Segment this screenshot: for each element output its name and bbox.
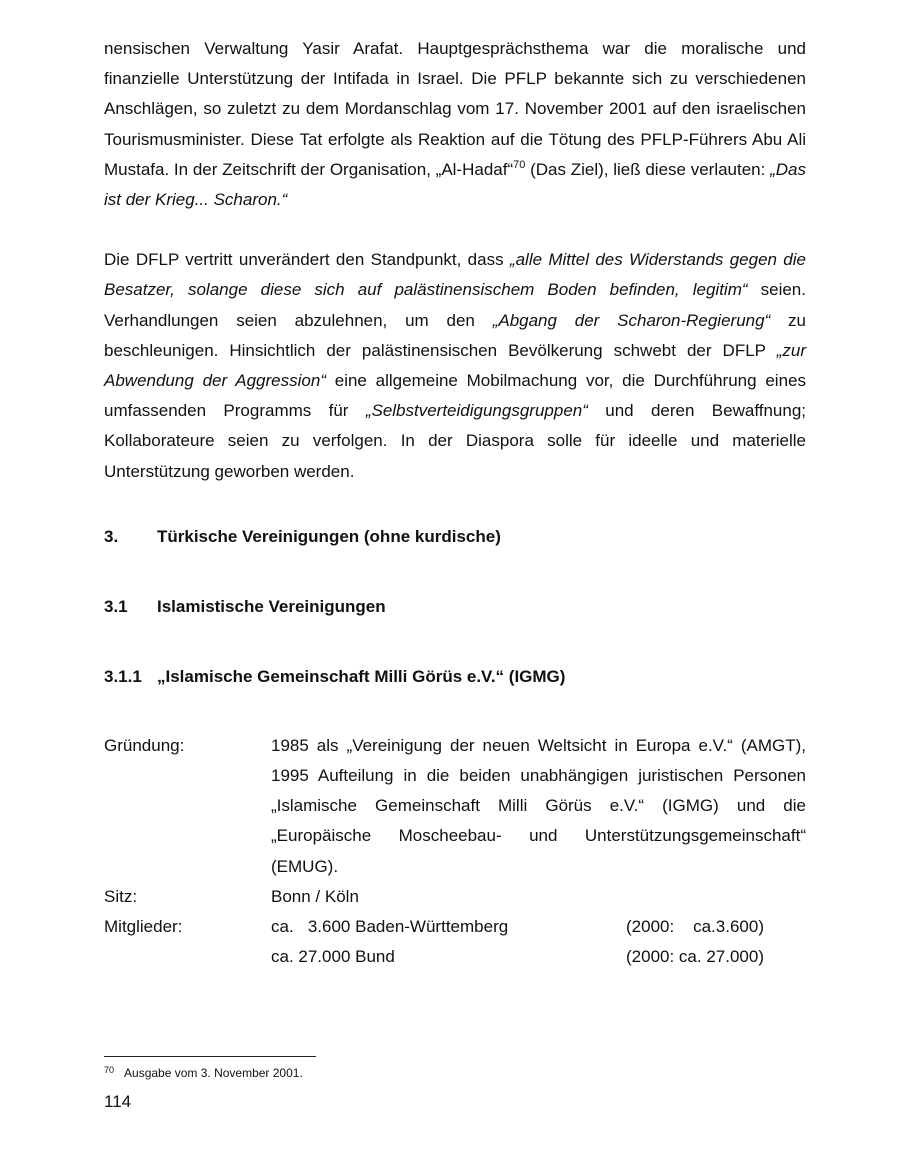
- facts-row-founding: [104, 731, 806, 882]
- section-number: 3.: [104, 526, 119, 546]
- members-previous: (2000: ca. 27.000): [626, 947, 764, 967]
- members-value: ca. 3.600 Baden-Württemberg: [271, 917, 509, 937]
- section-heading-3-1-1: [104, 662, 806, 692]
- paragraph-text: und deren Bewaffnung; Kollaborateure seien zu verfolgen. In der Diaspora solle für ideelle und materielle Unterstützung geworben werden.: [104, 401, 807, 481]
- members-value: ca. 27.000 Bund: [271, 947, 395, 967]
- page-number: 114: [104, 1092, 132, 1111]
- paragraph-text: nensischen Verwaltung Yasir Arafat. Hauptgesprächsthema war die moralische und finanzielle Unterstützung der Intifada in Israel. Die PFLP bekannte sich zu verschiedenen Anschlägen, so zuletzt zu dem Mordanschlag vom 17. November 2001 auf den israelischen Tourismusminister. Diese Tat erfolgte als Reaktion auf die Tötung des PFLP-Führers Abu Ali Mustafa. In der Zeitschrift der Organisation, „Al-Hadaf“: [104, 39, 806, 179]
- paragraph-text: eine allgemeine Mobilmachung vor, die Durchführung eines umfassenden Programms für: [104, 371, 806, 421]
- section-title: Islamistische Vereinigungen: [157, 596, 386, 616]
- quote: „Selbstverteidigungsgruppen“: [365, 401, 588, 421]
- paragraph-text: (Das Ziel), ließ diese verlauten:: [525, 159, 771, 179]
- footnote-reference[interactable]: 70: [513, 158, 526, 171]
- quote: „alle Mittel des Widerstands gegen die Besatzer, solange diese sich auf palästinensischem Boden befinden, legitim“: [104, 250, 806, 300]
- facts-list: [104, 731, 806, 973]
- facts-label: Mitglieder:: [104, 917, 183, 937]
- facts-row-members-federal: [104, 942, 806, 972]
- section-title: „Islamische Gemeinschaft Milli Görüs e.V.“ (IGMG): [157, 666, 566, 686]
- footnote-number: 70: [104, 1065, 115, 1075]
- facts-row-seat: [104, 882, 806, 912]
- paragraph-dflp: [104, 245, 806, 487]
- facts-value: 1985 als „Vereinigung der neuen Weltsicht in Europa e.V.“ (AMGT), 1995 Aufteilung in die beiden unabhängigen juristischen Personen „Islamische Gemeinschaft Milli Görüs e.V.“ (IGMG) und die „Europäische Moscheebau- und Unterstützungsgemeinschaft“ (EMUG).: [271, 735, 806, 876]
- section-number: 3.1: [104, 596, 128, 616]
- facts-label-empty: [104, 942, 271, 972]
- facts-label: Sitz:: [104, 886, 138, 906]
- facts-value: Bonn / Köln: [271, 886, 359, 906]
- section-title: Türkische Vereinigungen (ohne kurdische): [157, 526, 501, 546]
- paragraph-text: Die DFLP vertritt unverändert den Standpunkt, dass: [104, 250, 510, 270]
- facts-row-members: [104, 912, 806, 942]
- members-previous: (2000: ca.3.600): [626, 917, 764, 937]
- paragraph-pflp: [104, 34, 806, 215]
- footnote-divider: [104, 1056, 316, 1057]
- footnote-text: Ausgabe vom 3. November 2001.: [124, 1066, 303, 1080]
- document-page: [104, 34, 806, 972]
- quote: „zur Abwendung der Aggression“: [104, 340, 806, 391]
- section-heading-3: [104, 522, 806, 552]
- quote: „Das ist der Krieg... Scharon.“: [104, 159, 806, 210]
- footnote: [104, 1062, 303, 1081]
- facts-label: Gründung:: [104, 735, 185, 755]
- paragraph-text: zu beschleunigen. Hinsichtlich der palästinensischen Bevölkerung schwebt der DFLP: [104, 310, 806, 360]
- quote: „Abgang der Scharon-Regierung“: [492, 310, 771, 330]
- section-heading-3-1: [104, 592, 806, 622]
- paragraph-text: seien. Verhandlungen seien abzulehnen, um den: [104, 280, 806, 330]
- section-number: 3.1.1: [104, 666, 142, 686]
